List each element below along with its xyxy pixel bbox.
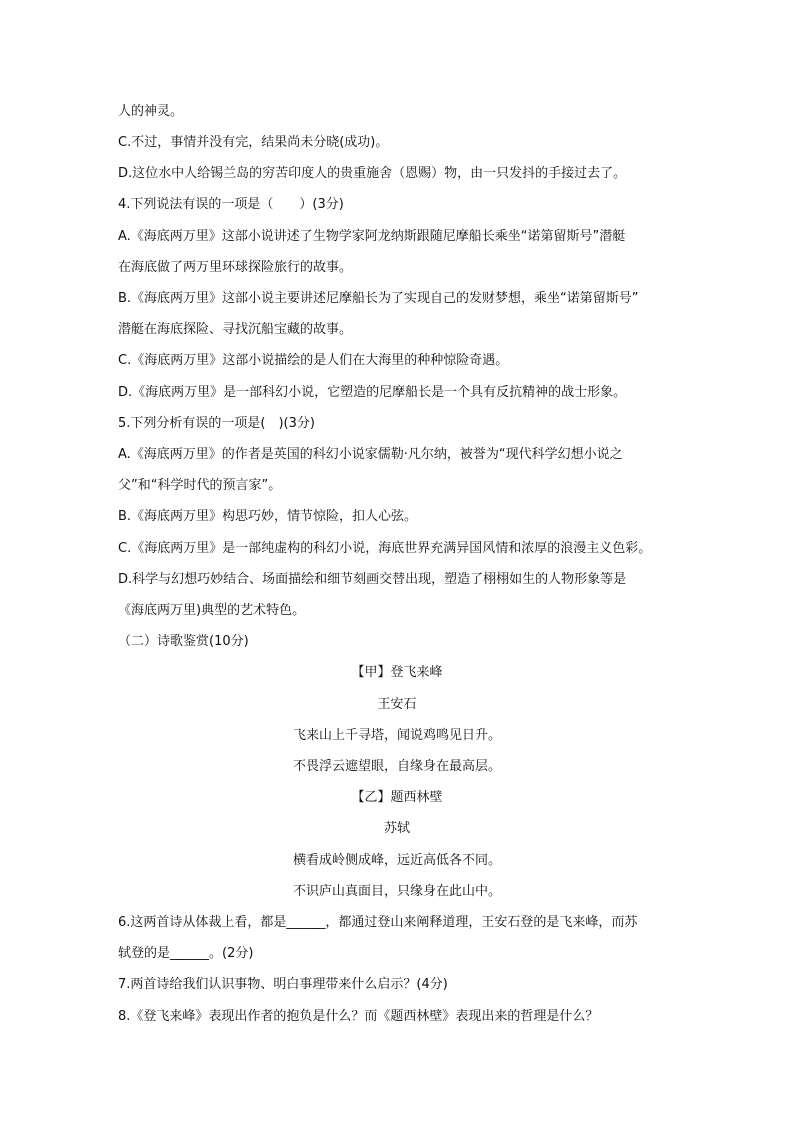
poem-line: 飞来山上千寻塔，闻说鸡鸣见日升。 xyxy=(292,728,501,743)
option-a: A.《海底两万里》的作者是英国的科幻小说家儒勒·凡尔纳，被誉为“现代科学幻想小说之 xyxy=(118,447,623,462)
text-line: 父”和“科学时代的预言家”。 xyxy=(118,478,282,493)
question-8: 8.《登飞来峰》表现出作者的抱负是什么？而《题西林壁》表现出来的哲理是什么？ xyxy=(118,1009,599,1024)
option-d: D.《海底两万里》是一部科幻小说，它塑造的尼摩船长是一个具有反抗精神的战士形象。 xyxy=(118,385,627,400)
poem-line: 不畏浮云遮望眼，自缘身在最高层。 xyxy=(292,759,501,774)
text-line: 轼登的是______。(2分) xyxy=(118,946,254,961)
poem-line: 不识庐山真面目，只缘身在此山中。 xyxy=(292,884,501,899)
poem-title-jia: 【甲】登飞来峰 xyxy=(351,665,443,680)
question-5: 5.下列分析有误的一项是( )(3分) xyxy=(118,416,315,431)
question-4: 4.下列说法有误的一项是（ ）(3分) xyxy=(118,197,344,212)
option-b: B.《海底两万里》这部小说主要讲述尼摩船长为了实现自己的发财梦想，乘坐“诺第留斯号” xyxy=(118,291,639,306)
text-line: 在海底做了两万里环球探险旅行的故事。 xyxy=(118,260,353,275)
poem-line: 横看成岭侧成峰，远近高低各不同。 xyxy=(292,853,501,868)
text-line: D.这位水中人给锡兰岛的穷苦印度人的贵重施舍（恩赐）物，由一只发抖的手接过去了。 xyxy=(118,166,627,181)
text-line: C.不过，事情并没有完，结果尚未分晓(成功)。 xyxy=(118,135,389,150)
poem-author: 苏轼 xyxy=(383,821,410,836)
section-heading: （二）诗歌鉴赏(10分) xyxy=(118,634,249,649)
poem-author: 王安石 xyxy=(377,697,417,712)
option-b: B.《海底两万里》构思巧妙，情节惊险，扣人心弦。 xyxy=(118,509,418,524)
option-c: C.《海底两万里》这部小说描绘的是人们在大海里的种种惊险奇遇。 xyxy=(118,353,509,368)
question-7: 7.两首诗给我们认识事物、明白事理带来什么启示？(4分) xyxy=(118,977,448,992)
poem-title-yi: 【乙】题西林壁 xyxy=(351,790,443,805)
text-line: 《海底两万里)典型的艺术特色。 xyxy=(118,603,306,618)
text-line: 潜艇在海底探险、寻找沉船宝藏的故事。 xyxy=(118,322,353,337)
option-c: C.《海底两万里》是一部纯虚构的科幻小说，海底世界充满异国风情和浓厚的浪漫主义色彩。 xyxy=(118,541,652,556)
option-d: D.科学与幻想巧妙结合、场面描绘和细节刻画交替出现，塑造了栩栩如生的人物形象等是 xyxy=(118,572,627,587)
question-6: 6.这两首诗从体裁上看，都是______，都通过登山来阐释道理，王安石登的是飞来峰，而苏 xyxy=(118,915,638,930)
text-line: 人的神灵。 xyxy=(118,104,184,119)
option-a: A.《海底两万里》这部小说讲述了生物学家阿龙纳斯跟随尼摩船长乘坐“诺第留斯号”潜艇 xyxy=(118,229,626,244)
